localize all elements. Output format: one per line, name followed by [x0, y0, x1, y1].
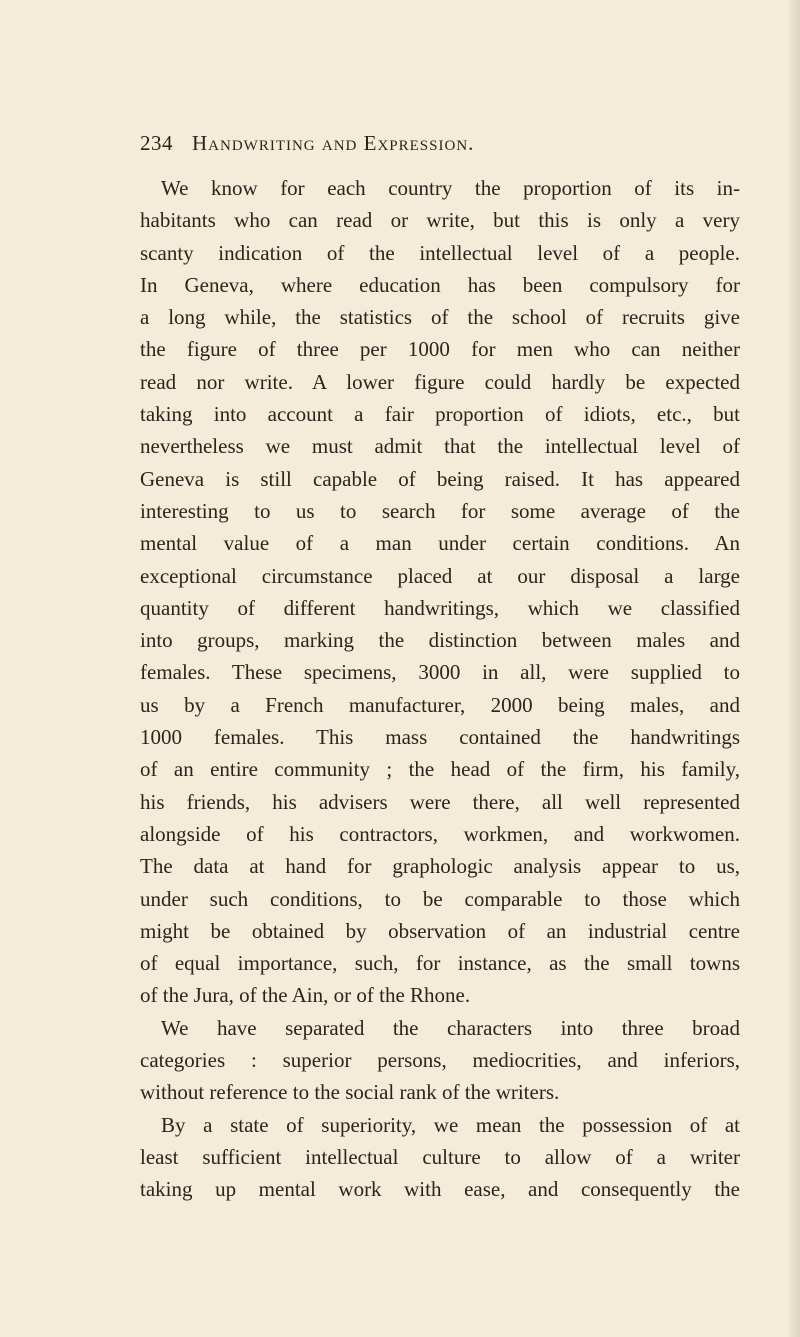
text-line: We know for each country the proportion of its in- [161, 176, 740, 200]
page-header [140, 131, 740, 161]
text-line: of an entire community ; the head of the firm, his family, [140, 757, 740, 782]
text-line: mental value of a man under certain conditions. An [140, 531, 740, 556]
text-line: The data at hand for graphologic analysis appear to us, [140, 854, 740, 879]
text-line: 1000 females. This mass contained the handwritings [140, 725, 740, 750]
text-line: By a state of superiority, we mean the possession of at [161, 1112, 740, 1137]
text-line: quantity of different handwritings, which we classified [140, 595, 740, 620]
text-line: into groups, marking the distinction between males and [140, 628, 740, 653]
body-text [140, 172, 740, 1206]
text-line: scanty indication of the intellectual level of a people. [140, 240, 740, 265]
text-line: taking into account a fair proportion of idiots, etc., but [140, 402, 740, 427]
text-line: exceptional circumstance placed at our disposal a large [140, 563, 740, 588]
text-line: Geneva is still capable of being raised. It has appeared [140, 466, 740, 491]
text-line: us by a French manufacturer, 2000 being males, and [140, 692, 740, 717]
text-line: In Geneva, where education has been compulsory for [140, 272, 740, 297]
text-line: a long while, the statistics of the school of recruits give [140, 305, 740, 330]
text-line: the figure of three per 1000 for men who can neither [140, 337, 740, 362]
text-line: categories : superior persons, mediocrities, and inferiors, [140, 1048, 740, 1073]
text-line: of equal importance, such, for instance, as the small towns [140, 951, 740, 976]
running-head: Handwriting and Expression. [192, 131, 475, 155]
paragraph-1 [140, 172, 740, 1012]
text-line: habitants who can read or write, but this is only a very [140, 208, 740, 233]
paragraph-3 [140, 1109, 740, 1206]
text-line: read nor write. A lower figure could hardly be expected [140, 369, 740, 394]
text-line: of the Jura, of the Ain, or of the Rhone. [140, 983, 471, 1008]
text-line: interesting to us to search for some average of the [140, 498, 740, 523]
text-line: might be obtained by observation of an industrial centre [140, 918, 740, 943]
text-line: We have separated the characters into three broad [161, 1015, 740, 1040]
paragraph-2 [140, 1012, 740, 1109]
page-number: 234 [140, 131, 173, 155]
text-line: under such conditions, to be comparable to those which [140, 886, 740, 911]
text-line: his friends, his advisers were there, all well represented [140, 789, 740, 814]
text-line: least sufficient intellectual culture to allow of a writer [140, 1144, 740, 1169]
text-line: taking up mental work with ease, and consequently the [140, 1177, 740, 1202]
page-edge-shadow [786, 0, 800, 1337]
text-line: nevertheless we must admit that the intellectual level of [140, 434, 740, 459]
text-line: females. These specimens, 3000 in all, were supplied to [140, 660, 740, 685]
text-line: alongside of his contractors, workmen, and workwomen. [140, 821, 740, 846]
text-line: without reference to the social rank of the writers. [140, 1080, 560, 1105]
